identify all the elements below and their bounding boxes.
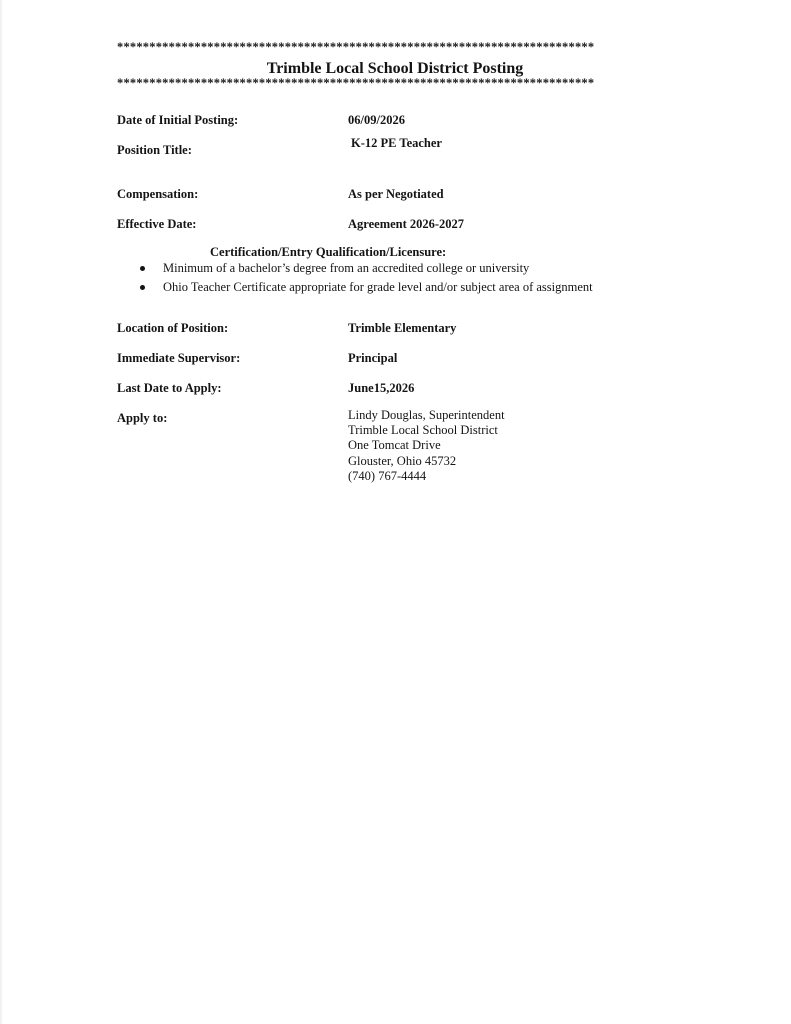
address-line-street: One Tomcat Drive	[348, 438, 441, 453]
compensation-value: As per Negotiated	[348, 187, 444, 201]
certification-item-text: Ohio Teacher Certificate appropriate for grade level and/or subject area of assignment	[163, 280, 593, 294]
supervisor-value: Principal	[348, 351, 398, 365]
asterisk-rule-bottom: **************************************************************************	[117, 76, 595, 90]
bullet-icon	[140, 285, 145, 290]
address-line-phone: (740) 767-4444	[348, 468, 427, 483]
certification-list	[138, 259, 698, 297]
certification-item	[138, 278, 698, 297]
effective-date-label: Effective Date:	[117, 217, 197, 231]
certification-item	[138, 259, 698, 278]
location-value: Trimble Elementary	[348, 321, 457, 335]
initial-posting-value: 06/09/2026	[348, 113, 405, 127]
last-date-value: June15,2026	[348, 381, 415, 395]
position-title-label: Position Title:	[117, 143, 192, 157]
initial-posting-label: Date of Initial Posting:	[117, 113, 239, 127]
supervisor-label: Immediate Supervisor:	[117, 351, 241, 365]
certification-heading: Certification/Entry Qualification/Licensure:	[210, 245, 447, 259]
position-title-value: K-12 PE Teacher	[351, 136, 442, 150]
page-title: Trimble Local School District Posting	[266, 60, 524, 77]
apply-to-address	[348, 408, 505, 484]
location-label: Location of Position:	[117, 321, 229, 335]
certification-item-text: Minimum of a bachelor’s degree from an accredited college or university	[163, 261, 530, 275]
address-line-city: Glouster, Ohio 45732	[348, 453, 457, 468]
compensation-label: Compensation:	[117, 187, 199, 201]
address-line-district: Trimble Local School District	[348, 423, 498, 438]
address-line-contact: Lindy Douglas, Superintendent	[348, 408, 505, 422]
effective-date-value: Agreement 2026-2027	[348, 217, 465, 231]
apply-to-label: Apply to:	[117, 411, 168, 425]
bullet-icon	[140, 266, 145, 271]
scan-edge	[0, 0, 3, 1024]
asterisk-rule-top: **************************************************************************	[117, 40, 595, 54]
last-date-label: Last Date to Apply:	[117, 381, 222, 395]
